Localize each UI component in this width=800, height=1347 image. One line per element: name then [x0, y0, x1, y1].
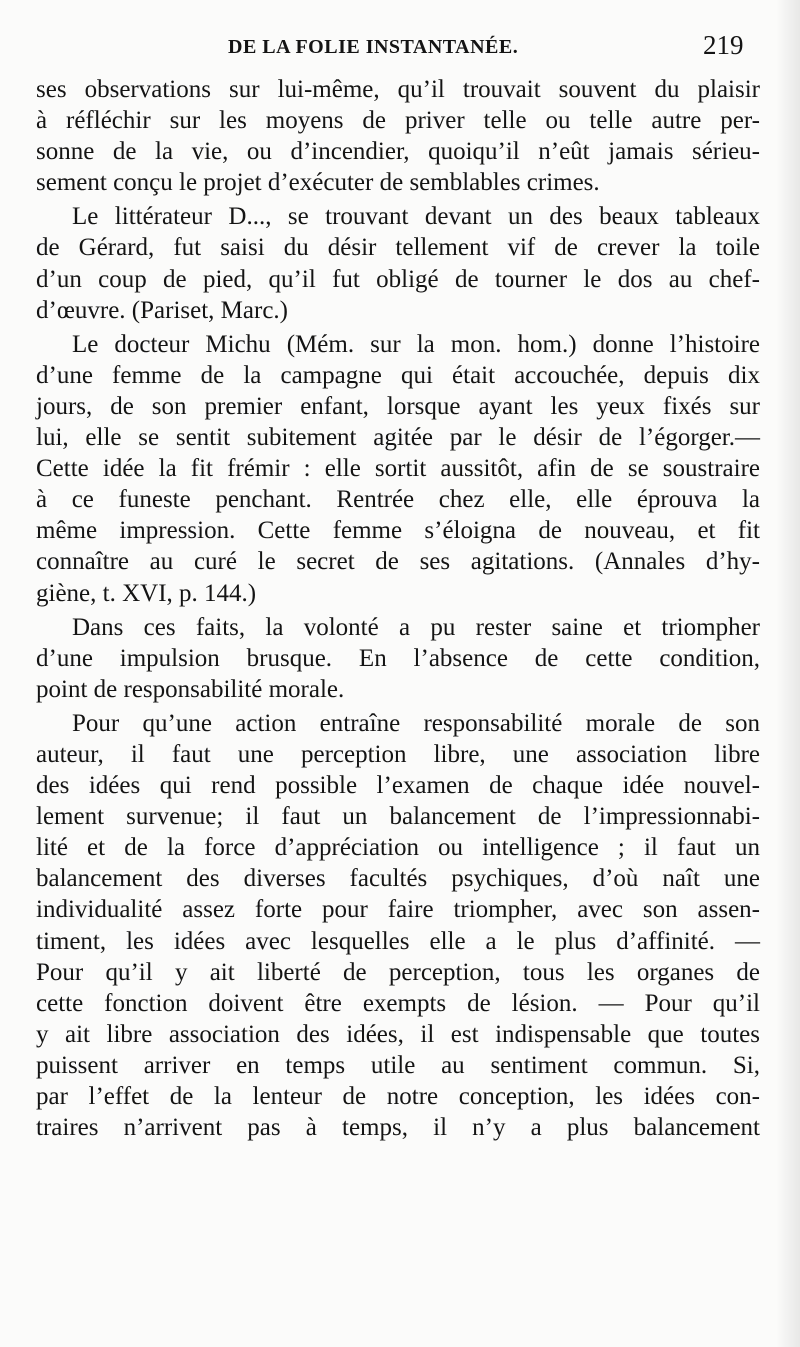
- text-line: lité et de la force d’appréciation ou intelligence ; il faut un: [36, 834, 760, 862]
- text-line: cette fonction doivent être exempts de lésion. — Pour qu’il: [36, 989, 760, 1017]
- text-line: sement conçu le projet d’exécuter de semblables crimes.: [36, 169, 600, 197]
- text-line: lement survenue; il faut un balancement de l’impressionnabi-: [36, 803, 760, 831]
- text-line: d’une impulsion brusque. En l’absence de cette condition,: [36, 644, 760, 672]
- text-line: giène, t. XVI, p. 144.): [36, 579, 257, 607]
- text-line: y ait libre association des idées, il est indispensable que toutes: [36, 1020, 760, 1048]
- text-line: des idées qui rend possible l’examen de chaque idée nouvel-: [36, 772, 760, 800]
- text-line: connaître au curé le secret de ses agitations. (Annales d’hy-: [36, 548, 760, 576]
- paragraph-3: [36, 329, 760, 609]
- body-text: [36, 74, 760, 1143]
- paragraph-4: [36, 612, 760, 705]
- text-line: d’œuvre. (Pariset, Marc.): [36, 296, 288, 324]
- text-line: par l’effet de la lenteur de notre conception, les idées con-: [36, 1083, 760, 1110]
- text-line: d’une femme de la campagne qui était accouchée, depuis dix: [36, 361, 760, 389]
- text-line: jours, de son premier enfant, lorsque ayant les yeux fixés sur: [36, 392, 760, 420]
- text-line: à ce funeste penchant. Rentrée chez elle, elle éprouva la: [36, 486, 760, 514]
- paragraph-2: [36, 201, 760, 325]
- paragraph-5: [36, 708, 760, 1143]
- running-title: DE LA FOLIE INSTANTANÉE.: [228, 36, 519, 58]
- page-edge-shadow: [776, 0, 800, 1347]
- text-line: sonne de la vie, ou d’incendier, quoiqu’il n’eût jamais sérieu-: [36, 138, 760, 166]
- text-line: Dans ces faits, la volonté a pu rester saine et triompher: [72, 613, 760, 641]
- text-line: Pour qu’une action entraîne responsabilité morale de son: [72, 709, 760, 737]
- text-line: de Gérard, fut saisi du désir tellement vif de crever la toile: [36, 234, 760, 262]
- text-line: Cette idée la fit frémir : elle sortit aussitôt, afin de se soustraire: [36, 455, 760, 483]
- text-line: lui, elle se sentit subitement agitée par le désir de l’égorger.—: [36, 424, 760, 452]
- text-line: individualité assez forte pour faire triompher, avec son assen-: [36, 896, 760, 924]
- text-line: auteur, il faut une perception libre, une association libre: [36, 740, 760, 768]
- running-header: [0, 30, 800, 70]
- text-line: point de responsabilité morale.: [36, 675, 345, 703]
- text-line: même impression. Cette femme s’éloigna de nouveau, et fit: [36, 517, 760, 545]
- text-line: traires n’arrivent pas à temps, il n’y a plus balancement: [36, 1114, 760, 1142]
- text-line: à réfléchir sur les moyens de priver telle ou telle autre per-: [36, 107, 760, 135]
- text-line: balancement des diverses facultés psychiques, d’où naît une: [36, 865, 760, 893]
- text-line: Le littérateur D..., se trouvant devant un des beaux tableaux: [72, 203, 760, 231]
- text-line: d’un coup de pied, qu’il fut obligé de tourner le dos au chef-: [36, 265, 760, 293]
- text-line: Pour qu’il y ait liberté de perception, tous les organes de: [36, 958, 760, 986]
- text-line: Le docteur Michu (Mém. sur la mon. hom.) donne l’histoire: [72, 330, 760, 358]
- text-line: puissent arriver en temps utile au sentiment commun. Si,: [36, 1051, 760, 1079]
- paragraph-1: [36, 74, 760, 198]
- text-line: timent, les idées avec lesquelles elle a le plus d’affinité. —: [36, 927, 760, 955]
- page-number: 219: [703, 30, 744, 60]
- text-line: ses observations sur lui-même, qu’il trouvait souvent du plaisir: [36, 76, 760, 103]
